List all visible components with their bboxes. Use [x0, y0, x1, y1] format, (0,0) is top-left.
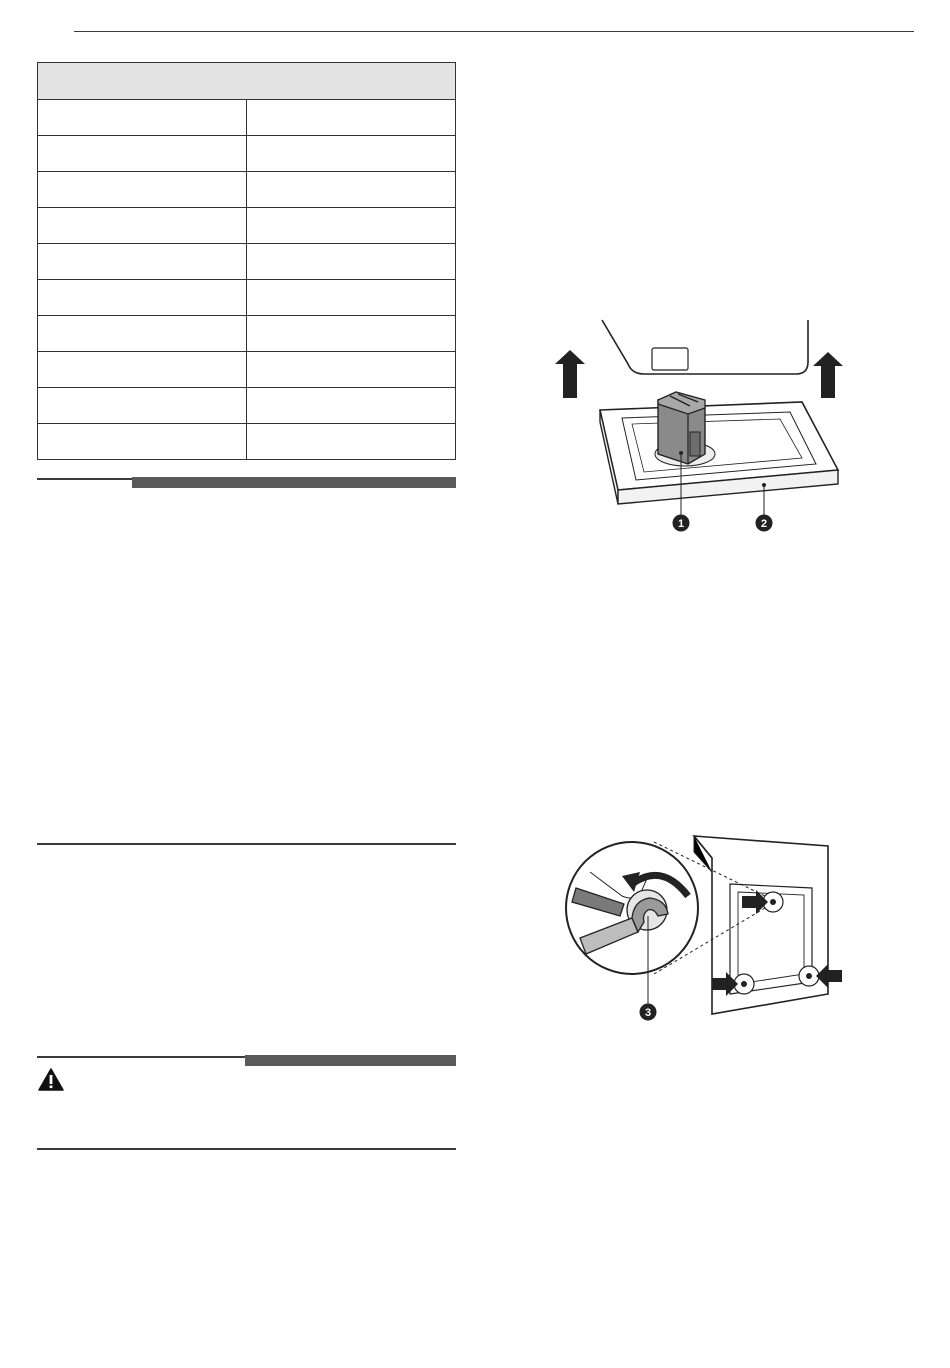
table-row: [38, 316, 456, 352]
header-rule: [74, 31, 914, 32]
section-divider: [37, 1148, 456, 1150]
table-row: [38, 424, 456, 460]
table-cell-key: [38, 388, 247, 424]
table-cell-key: [38, 424, 247, 460]
warning-heading-rule: [37, 1056, 245, 1058]
table-cell-value: [247, 424, 456, 460]
warning-triangle-icon: [38, 1068, 64, 1091]
table-cell-key: [38, 172, 247, 208]
table-cell-value: [247, 172, 456, 208]
washer-body-illustration: [602, 320, 808, 374]
table-row: [38, 172, 456, 208]
arrow-up-icon: [555, 350, 585, 398]
table-cell-value: [247, 352, 456, 388]
callout-2-label: 2: [760, 518, 768, 530]
table-row: [38, 280, 456, 316]
table-row: [38, 352, 456, 388]
warning-heading-bar: [245, 1055, 456, 1066]
packing-base-illustration: [600, 402, 838, 504]
table-cell-value: [247, 100, 456, 136]
table-row: [38, 208, 456, 244]
washer-panel-illustration: [652, 348, 688, 370]
spec-table: [37, 62, 456, 460]
table-cell-key: [38, 352, 247, 388]
section-divider: [37, 843, 456, 845]
figure-remove-packing-base: [540, 312, 860, 537]
table-cell-key: [38, 316, 247, 352]
table-cell-value: [247, 280, 456, 316]
table-cell-value: [247, 136, 456, 172]
table-row: [38, 136, 456, 172]
wrench-detail-illustration: [566, 842, 698, 974]
table-row: [38, 388, 456, 424]
table-cell-value: [247, 388, 456, 424]
table-cell-value: [247, 244, 456, 280]
table-cell-key: [38, 136, 247, 172]
table-cell-key: [38, 100, 247, 136]
table-cell-value: [247, 208, 456, 244]
spec-table-header: [38, 63, 456, 100]
table-cell-key: [38, 280, 247, 316]
table-row: [38, 244, 456, 280]
table-cell-key: [38, 244, 247, 280]
figure-remove-transit-bolts: [562, 832, 846, 1026]
arrow-up-icon: [813, 352, 843, 398]
section-heading-rule: [37, 478, 132, 480]
table-cell-key: [38, 208, 247, 244]
callout-3-label: 3: [644, 1007, 652, 1019]
table-row: [38, 100, 456, 136]
table-cell-value: [247, 316, 456, 352]
section-heading-bar: [132, 477, 456, 488]
callout-1-label: 1: [677, 518, 685, 530]
